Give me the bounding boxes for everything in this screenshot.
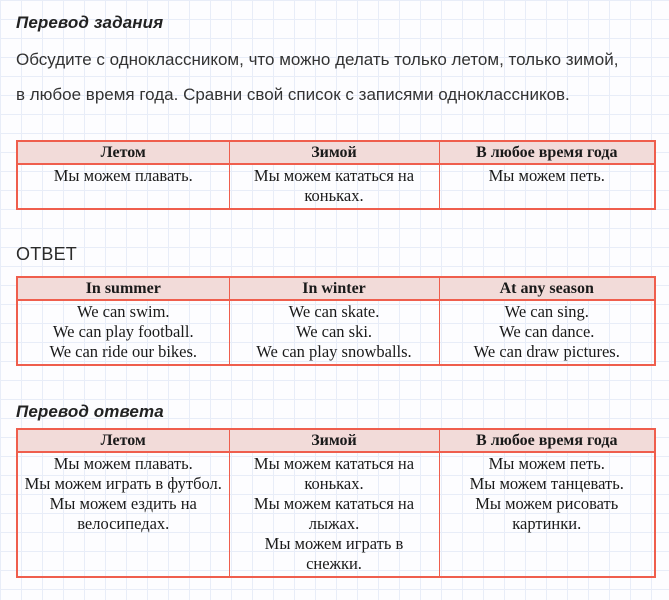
table-row (17, 300, 655, 365)
cell-sentence: Мы можем кататься на лыжах. (253, 494, 415, 533)
table-row (17, 452, 655, 577)
cell-sentence: We can swim. (76, 302, 170, 321)
task-translation-table (16, 140, 656, 210)
cell-sentence: We can play football. (52, 322, 194, 341)
cell-sentence: Мы можем петь. (488, 166, 605, 185)
table-cell (439, 300, 655, 365)
table-header-row (17, 141, 655, 164)
cell-sentence: Мы можем плавать. (53, 454, 193, 473)
task-text: Обсудите с одноклассником, что можно делать только летом, только зимой, в любое время года. Сравни свой список с записями одноклассников. (16, 50, 619, 104)
cell-sentence: We can dance. (499, 322, 595, 341)
cell-sentence: We can play snowballs. (256, 342, 412, 361)
table-cell (229, 300, 439, 365)
column-header-any-season-ru: В любое время года (439, 429, 655, 452)
table-header-row (17, 429, 655, 452)
table-cell (229, 164, 439, 209)
cell-sentence: Мы можем ездить на велосипедах. (49, 494, 197, 533)
column-header-any-season-ru: В любое время года (439, 141, 655, 164)
column-header-summer-ru: Летом (17, 141, 229, 164)
answer-translation-heading: Перевод ответа (16, 402, 164, 421)
column-header-winter-ru: Зимой (229, 429, 439, 452)
table-row (17, 164, 655, 209)
column-header-winter-ru: Зимой (229, 141, 439, 164)
cell-sentence: We can skate. (288, 302, 380, 321)
answer-translation-table (16, 428, 656, 578)
cell-sentence: Мы можем играть в футбол. (24, 474, 222, 493)
cell-sentence: We can ride our bikes. (49, 342, 198, 361)
answer-heading: ОТВЕТ (16, 244, 78, 264)
table-cell (17, 452, 229, 577)
cell-sentence: Мы можем плавать. (53, 166, 193, 185)
cell-sentence: Мы можем рисовать картинки. (475, 494, 619, 533)
cell-sentence: We can draw pictures. (473, 342, 620, 361)
column-header-in-summer: In summer (17, 277, 229, 300)
column-header-at-any-season: At any season (439, 277, 655, 300)
column-header-summer-ru: Летом (17, 429, 229, 452)
table-cell (229, 452, 439, 577)
cell-sentence: Мы можем танцевать. (469, 474, 624, 493)
column-header-in-winter: In winter (229, 277, 439, 300)
answer-table (16, 276, 656, 366)
task-translation-heading: Перевод задания (16, 13, 164, 32)
table-cell (439, 164, 655, 209)
cell-sentence: We can sing. (504, 302, 589, 321)
cell-sentence: Мы можем кататься на коньках. (253, 166, 415, 205)
cell-sentence: Мы можем кататься на коньках. (253, 454, 415, 493)
table-cell (17, 164, 229, 209)
table-header-row (17, 277, 655, 300)
cell-sentence: Мы можем петь. (488, 454, 605, 473)
cell-sentence: We can ski. (295, 322, 373, 341)
table-cell (439, 452, 655, 577)
cell-sentence: Мы можем играть в снежки. (264, 534, 404, 573)
table-cell (17, 300, 229, 365)
